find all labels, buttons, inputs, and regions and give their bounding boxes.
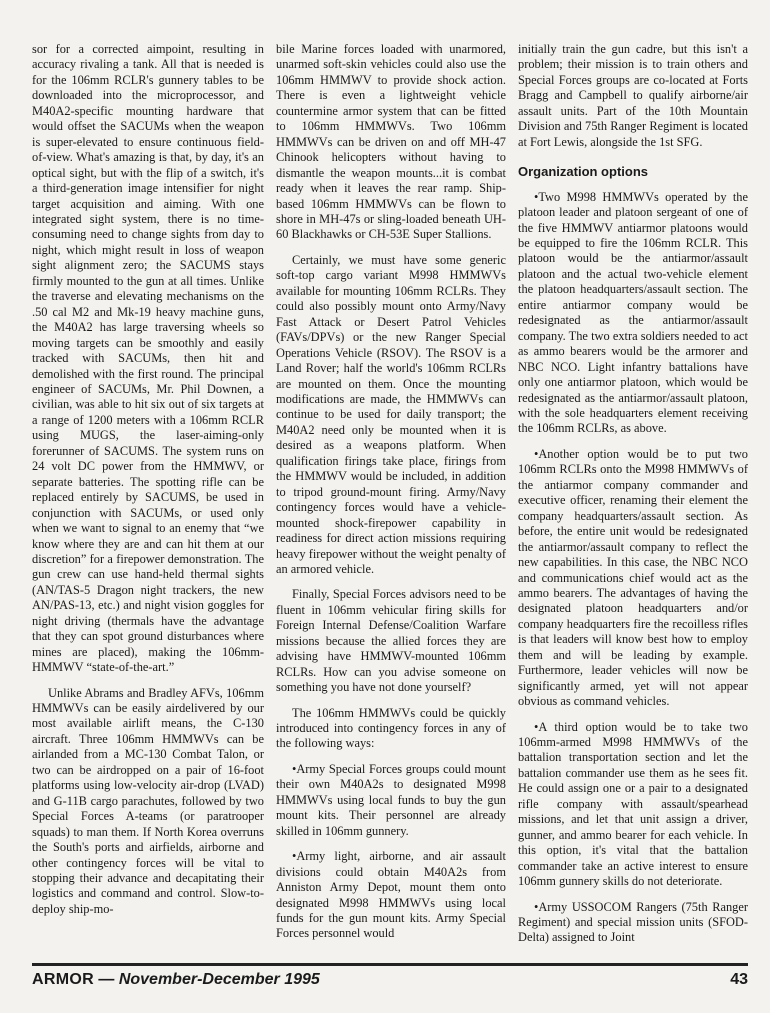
paragraph: initially train the gun cadre, but this isn't a problem; their mission is to train others and Special Forces groups are co-located at Forts Bragg and Campbell to qualify airborne/air assault units. Part of the 10th Mountain Division and 75th Ranger Regiment is located at Fort Lewis, alongside the 1st SFG. — [518, 42, 748, 149]
text-column-2 — [276, 42, 506, 952]
paragraph: Finally, Special Forces advisors need to be fluent in 106mm vehicular firing skills for Foreign Internal Defense/Coalition Warfare missions because the allied forces they are advising have HMMWV-mounted 106mm RCLRs. How can you advise someone on something you have not done yourself? — [276, 587, 506, 695]
issue-date: November-December 1995 — [118, 971, 320, 988]
section-heading: Organization options — [518, 164, 648, 180]
bullet-paragraph: •Army light, airborne, and air assault divisions could obtain M40A2s from Anniston Army Depot, mount them onto designated M998 HMMWVs using local funds for the gun mount kits. Army Special Forces personnel would — [276, 849, 506, 941]
bullet-paragraph: •Army USSOCOM Rangers (75th Ranger Regiment) and special mission units (SFOD-Delta) assigned to Joint — [518, 899, 748, 945]
magazine-name: ARMOR — [32, 971, 94, 988]
paragraph: Unlike Abrams and Bradley AFVs, 106mm HMMWVs can be easily airdelivered by our most available airlift means, the C-130 aircraft. Three 106mm HMMWVs can be airlanded from a MC-130 Combat Talon, or two can be airdropped on a pair of 16-foot platforms using low-velocity air-drop (LVAD) and G-11B cargo parachutes, followed by two Special Forces A-teams (or paratrooper squads) to man them. If North Korea overruns the South's ports and airfields, airborne and other contingency forces will be vital to stopping their advance and decapitating their logistics and command and control. Slow-to-deploy ship-mo- — [32, 685, 264, 916]
page-number: 43 — [730, 971, 748, 988]
paragraph: sor for a corrected aimpoint, resulting in accuracy rivaling a tank. All that is needed is for the 106mm RCLR's gunnery tables to be downloaded into the microprocessor, and M40A2-specific mounting hardware that would offset the SACUMs when the weapon is super-elevated to ensure continuous field-of-view. What's amazing is that, by day, it's an optical sight, but with the flip of a switch, it's a third-generation image intensifier for night target acquisition and aiming. With one integrated sight system, there is no time-consuming need to change sights from day to night, which might result in loss of weapon sight alignment zero; the SACUMS stays firmly mounted to the gun at all times. Unlike the traverse and elevating mechanisms on the .50 cal M2 and Mk-19 heavy machine guns, the M40A2 has large traversing wheels so moving targets can be smoothly and easily tracked with SACUMs, then hit and demolished with the first round. The principal engineer of SACUMs, Mr. Phil Downen, a civilian, was able to hit six out of six targets at a range of 1200 meters with a 106mm RCLR using MUGS, the laser-aiming-only forerunner of SACUMS. The system runs on 24 volt DC power from the HMMWV, or separate batteries. The spotting rifle can be replaced entirely by SACUMS, be used in conjunction with SACUMs, or used only when we want to signal to an enemy that “we know where they are and can hit them at our discretion” for a firepower demonstration. The gun crew can use hand-held thermal sights (AN/TAS-5 Dragon night trackers, the new AN/PAS-13, etc.) and night vision goggles for night driving (thermals have the advantage that they can spot ground disturbances where mines are placed), making the 106mm-HMMWV “state-of-the-art.” — [32, 42, 264, 675]
paragraph: Certainly, we must have some generic soft-top cargo variant M998 HMMWVs available for mounting 106mm RCLRs. They could also possibly mount onto Army/Navy Fast Attack or Desert Patrol Vehicles (FAVs/DPVs) or the new Ranger Special Operations Vehicle (RSOV). The RSOV is a Land Rover; half the world's 106mm RCLRs are mounted on them. Once the mounting modifications are made, the HMMWVs can continue to be used for daily transport; the M40A2 need only be mounted when it is desired as a weapons platform. When qualification firings take place, firings from the HMMWV would be included, in addition to tripod ground-mount firing. Army/Navy contingency forces would have a vehicle-mounted shock-firepower capability in readiness for direct action missions requiring heavy firepower without the weight penalty of an armored vehicle. — [276, 252, 506, 576]
bullet-paragraph: •Two M998 HMMWVs operated by the platoon leader and platoon sergeant of one of the five HMMWV antiarmor platoons would be equipped to fire the 106mm RCLR. This platoon would be the antiarmor/assault platoon and the actual two-vehicle element the platoon headquarters/assault section. The entire antiarmor company would be redesignated as the antiarmor/assault company. The two extra soldiers needed to act as ammo bearers would be the armorer and NBC NCO. Light infantry battalions have only one antiarmor platoon, which would be redesignated as the antiarmor/assault platoon, with the sole headquarters element receiving the 106mm RCLRs, as above. — [518, 189, 748, 436]
paragraph: bile Marine forces loaded with unarmored, unarmed soft-skin vehicles could also use the 106mm HMMWV to provide shock action. There is even a lightweight vehicle countermine armor system that can be fitted to 106mm HMMWVs. Two 106mm HMMWVs can be driven on and off MH-47 Chinook helicopters without having to dismantle the weapon mounts...it is combat ready when it leaves the rear ramp. Ship-based 106mm HMMWVs can be flown to shore in MH-47s or sling-loaded beneath UH-60 Blackhawks or CH-53E Super Stallions. — [276, 42, 506, 242]
text-column-1 — [32, 42, 264, 927]
bullet-paragraph: •Another option would be to put two 106mm RCLRs onto the M998 HMMWVs of the antiarmor company commander and executive officer, renaming their element the company headquarters/assault section. As before, the entire unit would be redesignated the antiarmor/assault company to reflect the new capabilities. In this case, the NBC NCO and communications chief would act as the ammo bearers. The advantages of having the designated platoon headquarters and/or company headquarters fire the recoilless rifles is that leaders will know best how to employ them and will be leading by example. Furthermore, leader vehicles will now be significantly armed, yet will not appear obvious as command vehicles. — [518, 446, 748, 709]
bullet-paragraph: •A third option would be to take two 106mm-armed M998 HMMWVs of the battalion transportation section and let the battalion commander use them as he sees fit. He could assign one or a pair to a designated rifle company with assault/spearhead missions, and let that unit assign a driver, gunner, and ammo bearer for each vehicle. In this option, it's vital that the battalion commander take an active interest to ensure 106mm gunnery skills do not deteriorate. — [518, 719, 748, 889]
bullet-paragraph: •Army Special Forces groups could mount their own M40A2s to designated M998 HMMWVs using local funds to buy the gun mount kits. Their personnel are already skilled in 106mm gunnery. — [276, 761, 506, 838]
footer-separator: — — [93, 971, 119, 988]
footer-rule — [32, 963, 748, 966]
paragraph: The 106mm HMMWVs could be quickly introduced into contingency forces in any of the following ways: — [276, 705, 506, 751]
text-column-3 — [518, 42, 748, 956]
page-footer — [32, 971, 748, 989]
